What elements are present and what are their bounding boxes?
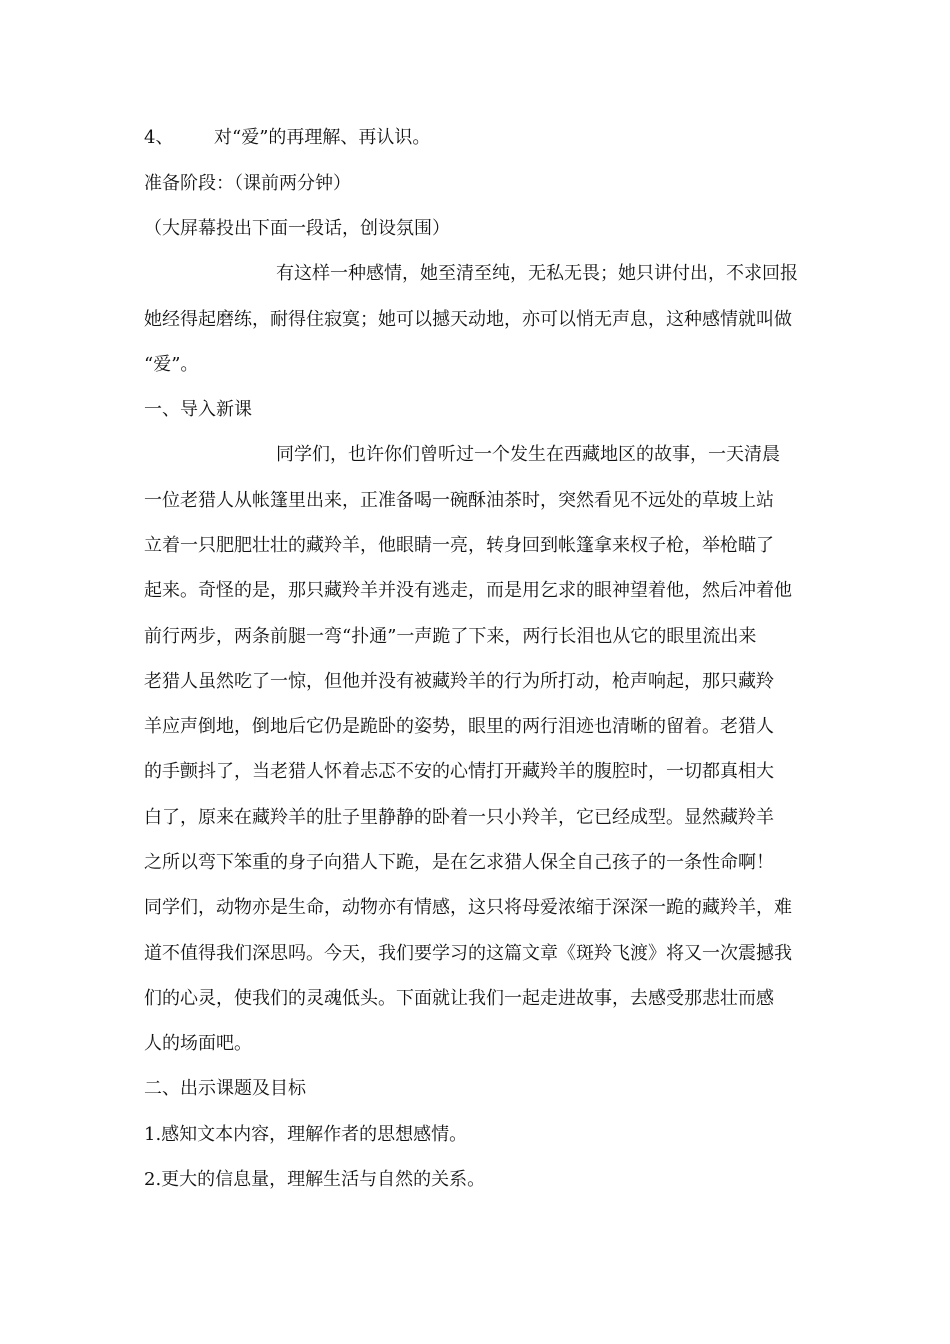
story-paragraph-line: 起来。奇怪的是，那只藏羚羊并没有逃走，而是用乞求的眼神望着他，然后冲着他 [144,580,792,601]
story-paragraph-line: 前行两步，两条前腿一弯“扑通”一声跪了下来，两行长泪也从它的眼里流出来 [144,626,757,647]
story-paragraph-line: 的手颤抖了，当老猎人怀着忐忑不安的心情打开藏羚羊的腹腔时，一切都真相大 [144,761,774,782]
story-paragraph-line: 老猎人虽然吃了一惊，但他并没有被藏羚羊的行为所打动，枪声响起，那只藏羚 [144,671,774,692]
goal-item: 2.更大的信息量，理解生活与自然的关系。 [144,1169,486,1190]
item-4 [144,126,814,150]
story-paragraph-line: 羊应声倒地，倒地后它仍是跪卧的姿势，眼里的两行泪迹也清晰的留着。老猎人 [144,716,774,737]
story-paragraph-line: 同学们，动物亦是生命，动物亦有情感，这只将母爱浓缩于深深一跪的藏羚羊，难 [144,897,792,918]
section-2-heading: 二、出示课题及目标 [144,1078,306,1099]
item-4-text: 对“爱”的再理解、再认识。 [214,127,431,148]
love-paragraph-line: “爱”。 [144,354,199,375]
story-paragraph-line: 道不值得我们深思吗。今天，我们要学习的这篇文章《斑羚飞渡》将又一次震撼我 [144,943,792,964]
goal-item: 1.感知文本内容，理解作者的思想感情。 [144,1124,468,1145]
story-paragraph-line: 们的心灵，使我们的灵魂低头。下面就让我们一起走进故事，去感受那悲壮而感 [144,988,774,1009]
love-paragraph-line: 有这样一种感情，她至清至纯，无私无畏；她只讲付出，不求回报 [276,263,798,284]
item-4-number: 4、 [144,127,174,148]
story-paragraph-line: 白了，原来在藏羚羊的肚子里静静的卧着一只小羚羊，它已经成型。显然藏羚羊 [144,807,774,828]
screen-note: （大屏幕投出下面一段话，创设氛围） [144,218,450,239]
story-paragraph-line: 一位老猎人从帐篷里出来，正准备喝一碗酥油茶时，突然看见不远处的草坡上站 [144,490,774,511]
love-paragraph-line: 她经得起磨练，耐得住寂寞；她可以撼天动地，亦可以悄无声息，这种感情就叫做 [144,309,792,330]
story-paragraph-line: 同学们，也许你们曾听过一个发生在西藏地区的故事，一天清晨 [276,444,780,465]
story-paragraph-line: 之所以弯下笨重的身子向猎人下跪，是在乞求猎人保全自己孩子的一条性命啊！ [144,852,774,873]
story-paragraph-line: 立着一只肥肥壮壮的藏羚羊，他眼睛一亮，转身回到帐篷拿来杈子枪，举枪瞄了 [144,535,774,556]
prep-heading: 准备阶段：（课前两分钟） [144,173,351,194]
story-paragraph-line: 人的场面吧。 [144,1033,252,1054]
section-1-heading: 一、导入新课 [144,399,252,420]
